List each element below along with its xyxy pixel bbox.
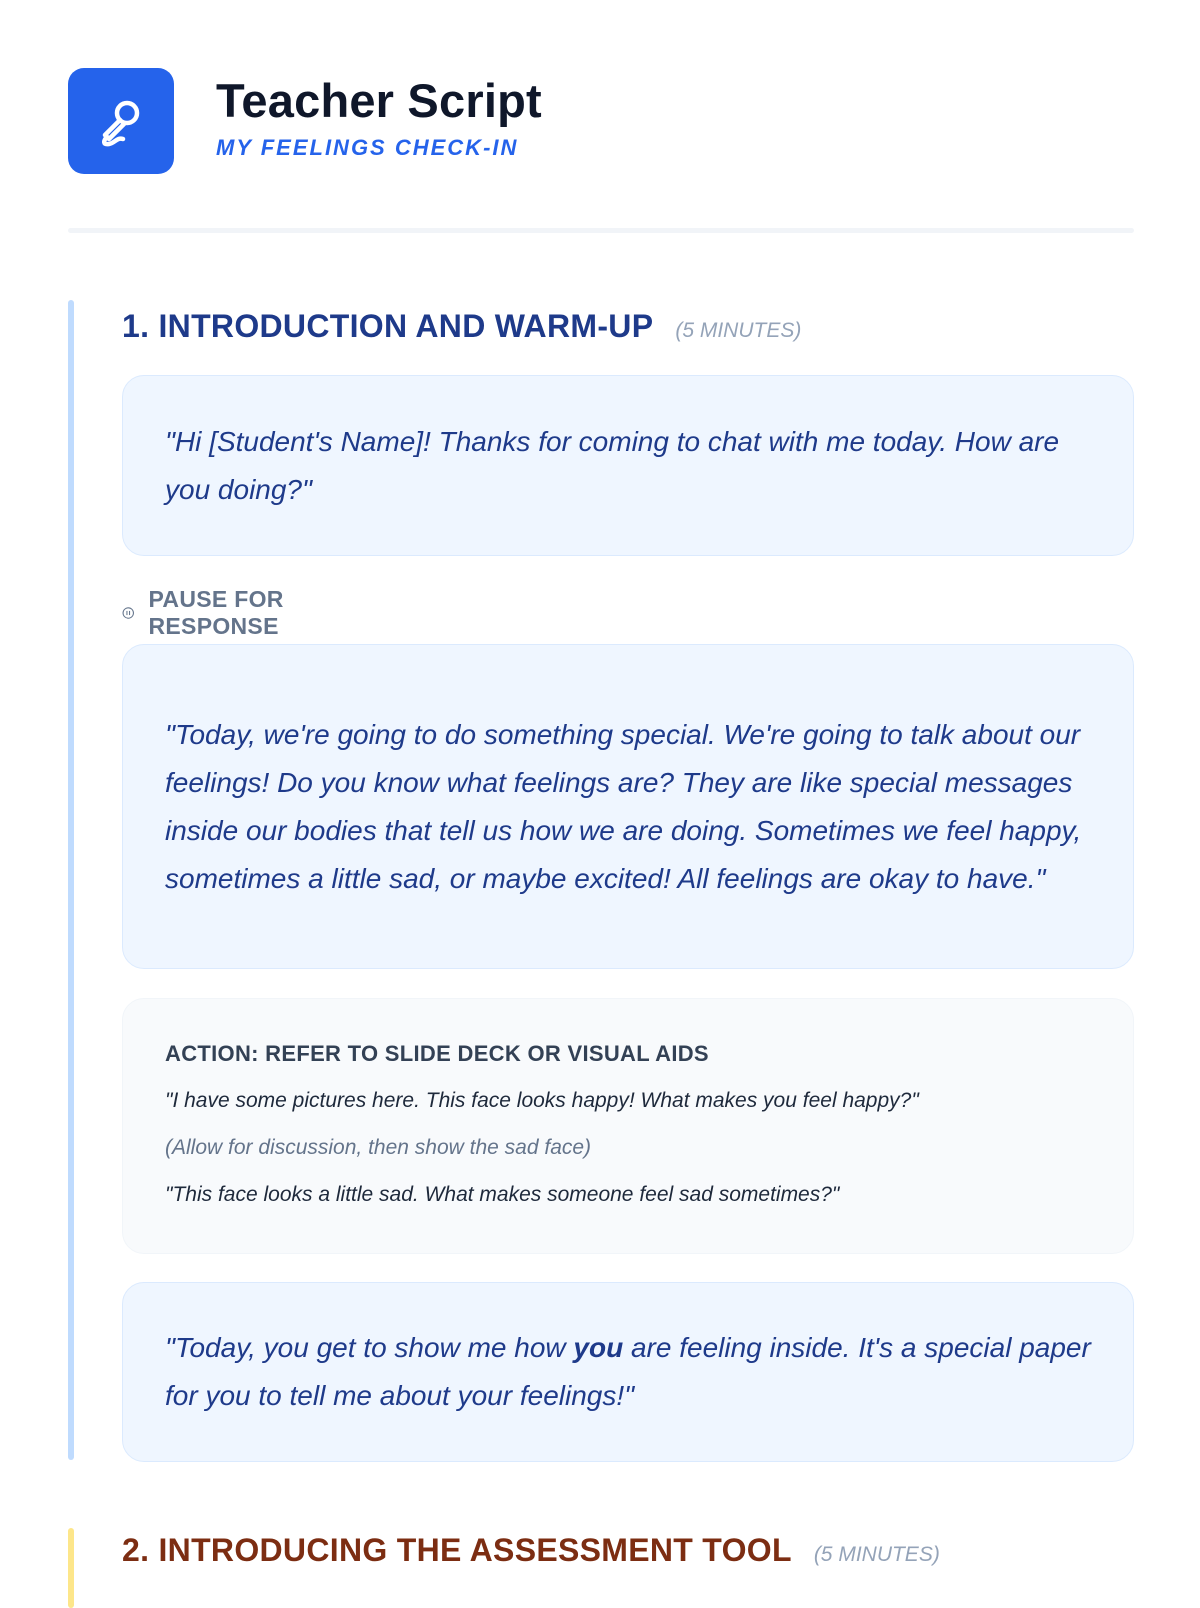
script-quote (122, 1282, 1134, 1462)
action-line: "This face looks a little sad. What makes someone feel sad sometimes?" (165, 1183, 840, 1206)
action-note: (Allow for discussion, then show the sad face) (165, 1136, 592, 1159)
action-box (122, 998, 1134, 1254)
section-header (122, 1532, 940, 1569)
quote-text (165, 1324, 1091, 1420)
action-title: ACTION: REFER TO SLIDE DECK OR VISUAL AIDS (165, 1041, 709, 1066)
pause-indicator (122, 586, 290, 640)
header (68, 68, 542, 174)
section-accent-bar (68, 300, 74, 1460)
quote-emphasis: you (573, 1332, 624, 1363)
pause-circle-icon (122, 601, 135, 625)
page-title: Teacher Script (216, 74, 542, 128)
section-duration: (5 MINUTES) (675, 319, 802, 342)
script-quote (122, 375, 1134, 556)
section-header (122, 308, 801, 345)
section-title: 1. INTRODUCTION AND WARM-UP (122, 308, 654, 344)
action-line: "I have some pictures here. This face looks happy! What makes you feel happy?" (165, 1089, 919, 1112)
header-divider (68, 228, 1134, 233)
page-subtitle: MY FEELINGS CHECK-IN (216, 134, 519, 160)
pause-label: PAUSE FOR RESPONSE (148, 586, 284, 639)
script-quote (122, 644, 1134, 969)
section-accent-bar (68, 1528, 74, 1608)
microphone-icon (68, 68, 174, 174)
quote-text: "Today, we're going to do something special. We're going to talk about our feelings! Do you know what feelings are? They are like special messages inside our bodies that tell us how we are doing. Sometimes we feel happy, sometimes a little sad, or maybe excited! All feelings are okay to have." (165, 718, 1082, 894)
section-title: 2. INTRODUCING THE ASSESSMENT TOOL (122, 1532, 792, 1568)
section-duration: (5 MINUTES) (813, 1543, 940, 1566)
title-block (216, 75, 542, 161)
quote-text-end: are feeling inside. It's a special paper for you to tell me about your feelings!" (165, 1332, 1091, 1411)
quote-text: "Hi [Student's Name]! Thanks for coming to chat with me today. How are you doing?" (165, 425, 1060, 505)
quote-text-start: "Today, you get to show me how (165, 1332, 574, 1363)
